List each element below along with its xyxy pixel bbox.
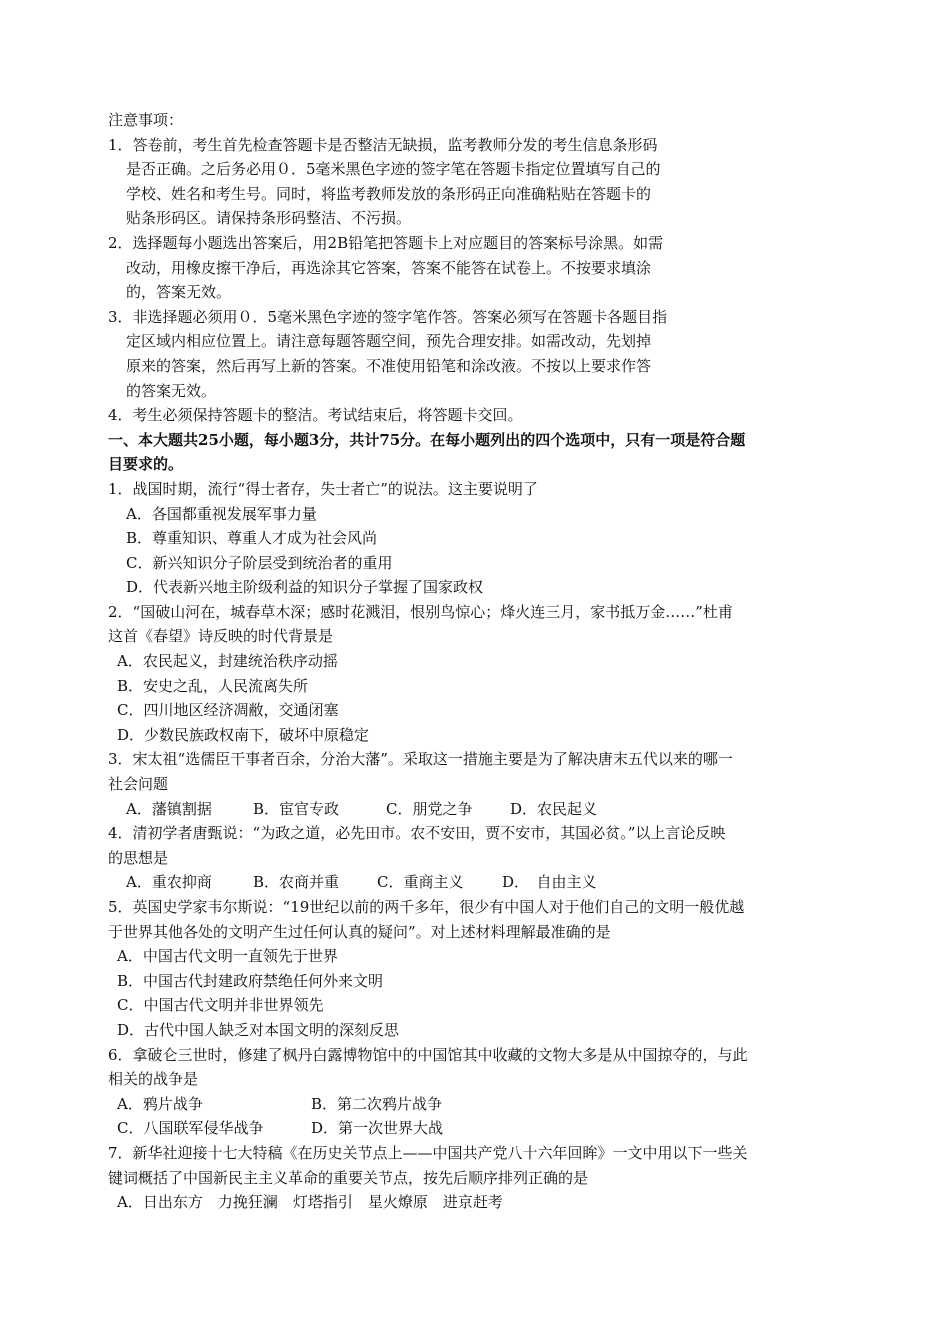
question-2-option-c: C．四川地区经济凋敝，交通闭塞 [117,701,339,720]
question-6-options-row1 [108,1092,843,1117]
question-6-option-b: B．第二次鸦片战争 [311,1094,443,1113]
question-5-stem: 5．英国史学家韦尔斯说：“19世纪以前的两千多年，很少有中国人对于他们自己的文明一般优越 [108,898,745,916]
question-7-stem: 7．新华社迎接十七大特稿《在历史关节点上——中国共产党八十六年回眸》一文中用以下一些关 [108,1143,748,1162]
question-6-option-c: C．八国联军侵华战争 [117,1119,264,1138]
question-3-option-b: B．宦官专政 [253,799,340,818]
question-1-stem: 1．战国时期，流行“得士者存，失士者亡”的说法。这主要说明了 [108,479,538,498]
note-line: 的，答案无效。 [126,283,232,302]
question-4-option-b: B．农商并重 [253,873,340,892]
question-2-stem: 2．“国破山河在，城春草木深；感时花溅泪，恨别鸟惊心；烽火连三月，家书抵万金……”杜甫 [108,602,733,621]
question-1-option-c: C．新兴知识分子阶层受到统治者的重用 [126,553,393,572]
question-2-option-b: B．安史之乱，人民流离失所 [117,676,309,695]
note-line: 学校、姓名和考生号。同时，将监考教师发放的条形码正向准确粘贴在答题卡的 [126,184,652,203]
note-line: 改动，用橡皮擦干净后，再选涂其它答案，答案不能答在试卷上。不按要求填涂 [126,258,652,277]
question-5-option-d: D．古代中国人缺乏对本国文明的深刻反思 [117,1020,400,1039]
question-2-option-d: D．少数民族政权南下，破坏中原稳定 [117,725,370,744]
note-line: 原来的答案，然后再写上新的答案。不准使用铅笔和涂改液。不按以上要求作答 [126,356,652,375]
notes-title: 注意事项： [108,111,184,129]
section-heading: 一、本大题共25小题，每小题3分，共计75分。在每小题列出的四个选项中，只有一项是符合题 [108,430,746,449]
question-3-options [108,797,843,822]
exam-page [108,108,843,1215]
question-2-stem-cont: 这首《春望》诗反映的时代背景是 [108,627,334,646]
question-3-option-c: C．朋党之争 [386,799,473,818]
question-7-stem-cont: 键词概括了中国新民主主义革命的重要关节点，按先后顺序排列正确的是 [108,1168,589,1187]
note-line: 2．选择题每小题选出答案后，用2B铅笔把答题卡上对应题目的答案标号涂黑。如需 [108,233,664,252]
question-3-option-d: D．农民起义 [510,799,598,818]
question-4-stem: 4．清初学者唐甄说：“为政之道，必先田市。农不安田，贾不安市，其国必贫。”以上言论反映 [108,824,726,843]
question-5-option-c: C．中国古代文明并非世界领先 [117,996,324,1015]
question-4-options [108,870,843,895]
note-line: 贴条形码区。请保持条形码整洁、不污损。 [126,209,412,228]
question-5-option-a: A．中国古代文明一直领先于世界 [117,947,338,966]
note-line: 定区域内相应位置上。请注意每题答题空间，预先合理安排。如需改动，先划掉 [126,332,652,351]
question-6-stem: 6．拿破仑三世时，修建了枫丹白露博物馆中的中国馆其中收藏的文物大多是从中国掠夺的，与此 [108,1045,748,1064]
section-heading-cont: 目要求的。 [108,455,184,474]
question-4-stem-cont: 的思想是 [108,848,169,867]
question-6-option-a: A．鸦片战争 [117,1094,203,1113]
question-6-options-row2 [108,1116,843,1141]
question-4-option-a: A．重农抑商 [126,873,212,892]
question-4-option-c: C．重商主义 [377,873,464,892]
note-line: 的答案无效。 [126,381,217,400]
question-3-stem: 3．宋太祖“选儒臣干事者百余，分治大藩”。采取这一措施主要是为了解决唐末五代以来的哪一 [108,750,733,769]
question-6-stem-cont: 相关的战争是 [108,1070,199,1089]
note-line: 是否正确。之后务必用０．5毫米黑色字迹的签字笔在答题卡指定位置填写自己的 [126,160,661,179]
question-2-option-a: A．农民起义，封建统治秩序动摇 [117,652,338,671]
question-1-option-d: D．代表新兴地主阶级利益的知识分子掌握了国家政权 [126,578,484,597]
question-7-option-a: A．日出东方 力挽狂澜 灯塔指引 星火燎原 进京赶考 [117,1193,503,1212]
note-line: 1．答卷前，考生首先检查答题卡是否整洁无缺损，监考教师分发的考生信息条形码 [108,135,658,154]
question-1-option-b: B．尊重知识、尊重人才成为社会风尚 [126,529,378,548]
note-line: 3．非选择题必须用０．5毫米黑色字迹的签字笔作答。答案必须写在答题卡各题目指 [108,307,668,326]
question-3-option-a: A．藩镇割据 [126,799,212,818]
question-5-option-b: B．中国古代封建政府禁绝任何外来文明 [117,971,384,990]
question-4-option-d: D． 自由主义 [502,873,597,892]
question-1-option-a: A．各国都重视发展军事力量 [126,504,317,523]
question-5-stem-cont: 于世界其他各处的文明产生过任何认真的疑问”。对上述材料理解最准确的是 [108,922,611,941]
note-line: 4．考生必须保持答题卡的整洁。考试结束后，将答题卡交回。 [108,406,523,425]
question-6-option-d: D．第一次世界大战 [311,1119,444,1138]
question-3-stem-cont: 社会问题 [108,775,169,794]
